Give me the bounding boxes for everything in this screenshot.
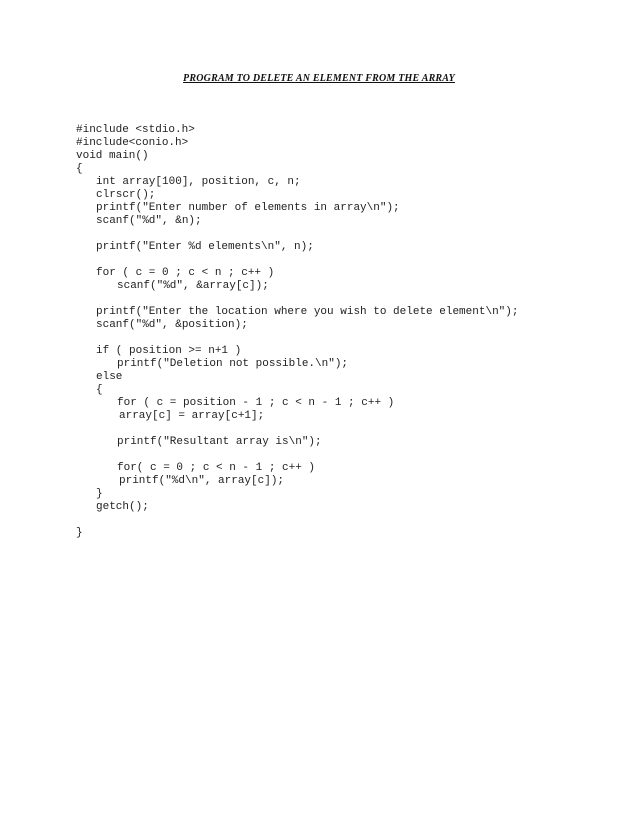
code-line: for ( c = position - 1 ; c < n - 1 ; c++ ): [117, 397, 395, 409]
code-line: int array[100], position, c, n;: [96, 176, 301, 188]
blank-line: [76, 332, 596, 345]
blank-line: [76, 254, 596, 267]
code-line: array[c] = array[c+1];: [119, 410, 265, 422]
code-line: printf("Enter number of elements in array\n");: [96, 202, 400, 214]
code-line: printf("Resultant array is\n");: [117, 436, 322, 448]
code-line: else: [96, 371, 123, 383]
code-line: for( c = 0 ; c < n - 1 ; c++ ): [117, 462, 316, 474]
code-line: #include <stdio.h>: [76, 124, 195, 136]
code-line: printf("Enter the location where you wish to delete element\n");: [96, 306, 519, 318]
code-line: void main(): [76, 150, 149, 162]
blank-line: [76, 514, 596, 527]
code-line: {: [76, 163, 83, 175]
code-line: }: [96, 488, 103, 500]
code-line: scanf("%d", &position);: [96, 319, 248, 331]
blank-line: [76, 228, 596, 241]
code-line: clrscr();: [96, 189, 156, 201]
code-line: scanf("%d", &array[c]);: [117, 280, 269, 292]
code-line: printf("Enter %d elements\n", n);: [96, 241, 314, 253]
blank-line: [76, 423, 596, 436]
code-block: [76, 124, 596, 540]
code-line: for ( c = 0 ; c < n ; c++ ): [96, 267, 275, 279]
code-line: printf("Deletion not possible.\n");: [117, 358, 349, 370]
code-line: scanf("%d", &n);: [96, 215, 202, 227]
code-line: #include<conio.h>: [76, 137, 189, 149]
document-title: PROGRAM TO DELETE AN ELEMENT FROM THE ARRAY: [183, 73, 455, 84]
code-line: printf("%d\n", array[c]);: [119, 475, 285, 487]
code-line: }: [76, 527, 83, 539]
blank-line: [76, 449, 596, 462]
code-line: if ( position >= n+1 ): [96, 345, 242, 357]
code-line: getch();: [96, 501, 149, 513]
blank-line: [76, 293, 596, 306]
code-line: {: [96, 384, 103, 396]
